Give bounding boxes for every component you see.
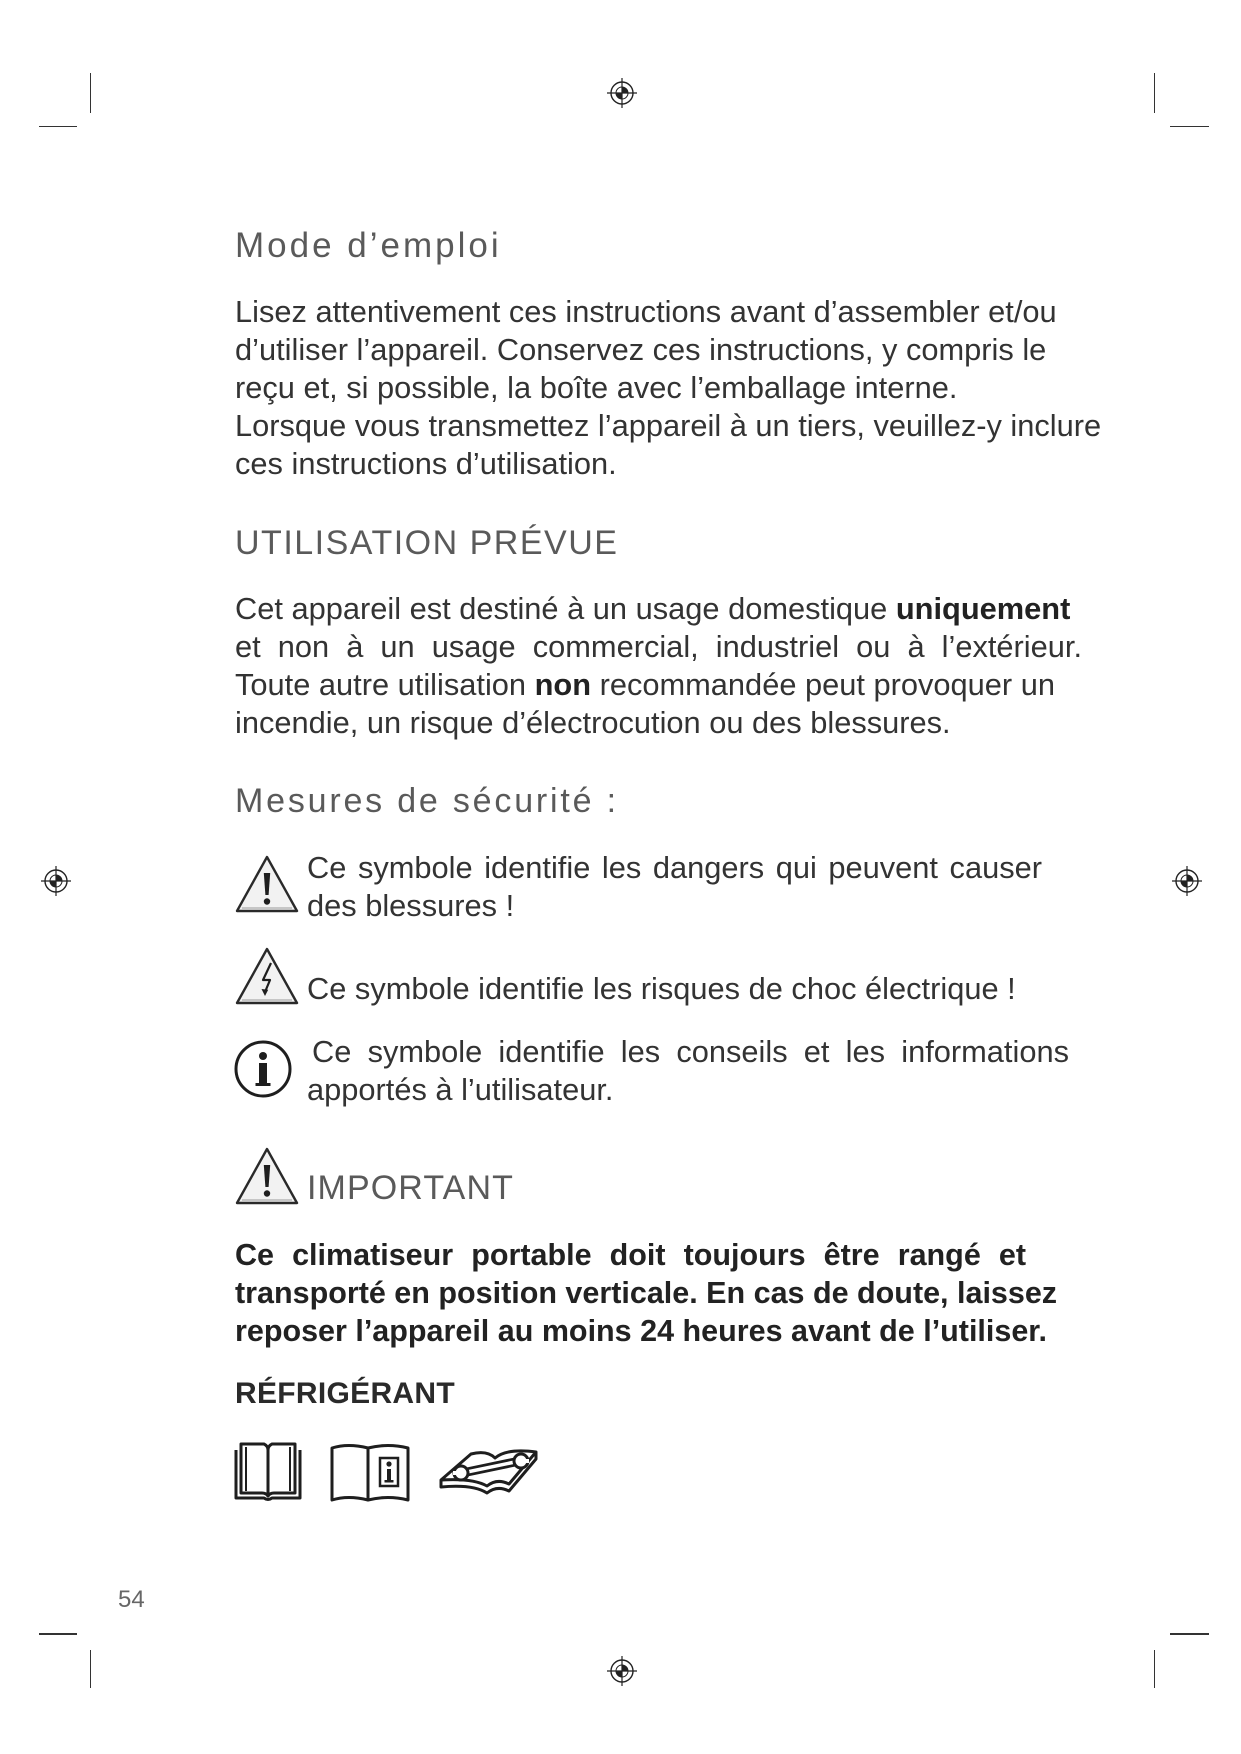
manual-book-icon [233, 1438, 303, 1504]
usage-emphasis: uniquement [895, 591, 1071, 626]
warning-icon [234, 1146, 300, 1206]
service-manual-icon [437, 1440, 545, 1502]
usage-line [235, 666, 1055, 704]
intro-line: reçu et, si possible, la boîte avec l’emballage interne. [235, 370, 958, 405]
usage-text: Toute autre utilisation [235, 667, 535, 702]
registration-mark-left-icon [40, 865, 72, 897]
info-icon [233, 1039, 293, 1099]
crop-mark-top-right-horizontal [1170, 126, 1209, 128]
manual-info-icon [328, 1438, 412, 1504]
safety-item-text: apportés à l’utilisateur. [307, 1072, 614, 1107]
refrigerant-heading: RÉFRIGÉRANT [235, 1377, 455, 1410]
safety-heading: Mesures de sécurité : [235, 782, 619, 820]
crop-mark-top-left-vertical [90, 73, 92, 113]
usage-text: Cet appareil est destiné à un usage domestique [235, 591, 896, 626]
usage-heading: UTILISATION PRÉVUE [235, 524, 619, 562]
crop-mark-bottom-left-vertical [90, 1650, 92, 1688]
safety-item-text: Ce symbole identifie les dangers qui peuvent causer [307, 850, 1042, 885]
safety-item-text: Ce symbole identifie les conseils et les informations [312, 1034, 1069, 1069]
registration-mark-right-icon [1171, 865, 1203, 897]
electric-shock-icon [234, 946, 300, 1006]
intro-line: Lisez attentivement ces instructions avant d’assembler et/ou [235, 294, 1057, 329]
intro-line: d’utiliser l’appareil. Conservez ces instructions, y compris le [235, 332, 1047, 367]
usage-line [235, 590, 1070, 628]
usage-emphasis: non [534, 667, 592, 702]
important-text: reposer l’appareil au moins 24 heures avant de l’utiliser. [235, 1314, 1047, 1348]
crop-mark-top-left-horizontal [39, 126, 77, 128]
safety-item-text: Ce symbole identifie les risques de choc électrique ! [307, 971, 1016, 1006]
page-title: Mode d’emploi [235, 226, 502, 265]
usage-line: et non à un usage commercial, industriel ou à l’extérieur. [235, 629, 1082, 664]
crop-mark-bottom-right-vertical [1154, 1650, 1156, 1688]
important-text: Ce climatiseur portable doit toujours être rangé et [235, 1238, 1026, 1272]
important-text: transporté en position verticale. En cas de doute, laissez [235, 1276, 1058, 1310]
usage-text: recommandée peut provoquer un [591, 667, 1055, 702]
intro-line: ces instructions d’utilisation. [235, 446, 617, 481]
important-label: IMPORTANT [307, 1169, 514, 1207]
page-number: 54 [118, 1586, 145, 1613]
crop-mark-top-right-vertical [1154, 73, 1156, 113]
intro-line: Lorsque vous transmettez l’appareil à un tiers, veuillez-y inclure [235, 408, 1102, 443]
usage-line: incendie, un risque d’électrocution ou des blessures. [235, 705, 951, 740]
registration-mark-top-icon [606, 77, 638, 109]
crop-mark-bottom-right-horizontal [1170, 1633, 1209, 1635]
crop-mark-bottom-left-horizontal [39, 1633, 77, 1635]
warning-icon [234, 854, 300, 914]
safety-item-text: des blessures ! [307, 888, 515, 923]
registration-mark-bottom-icon [606, 1655, 638, 1687]
